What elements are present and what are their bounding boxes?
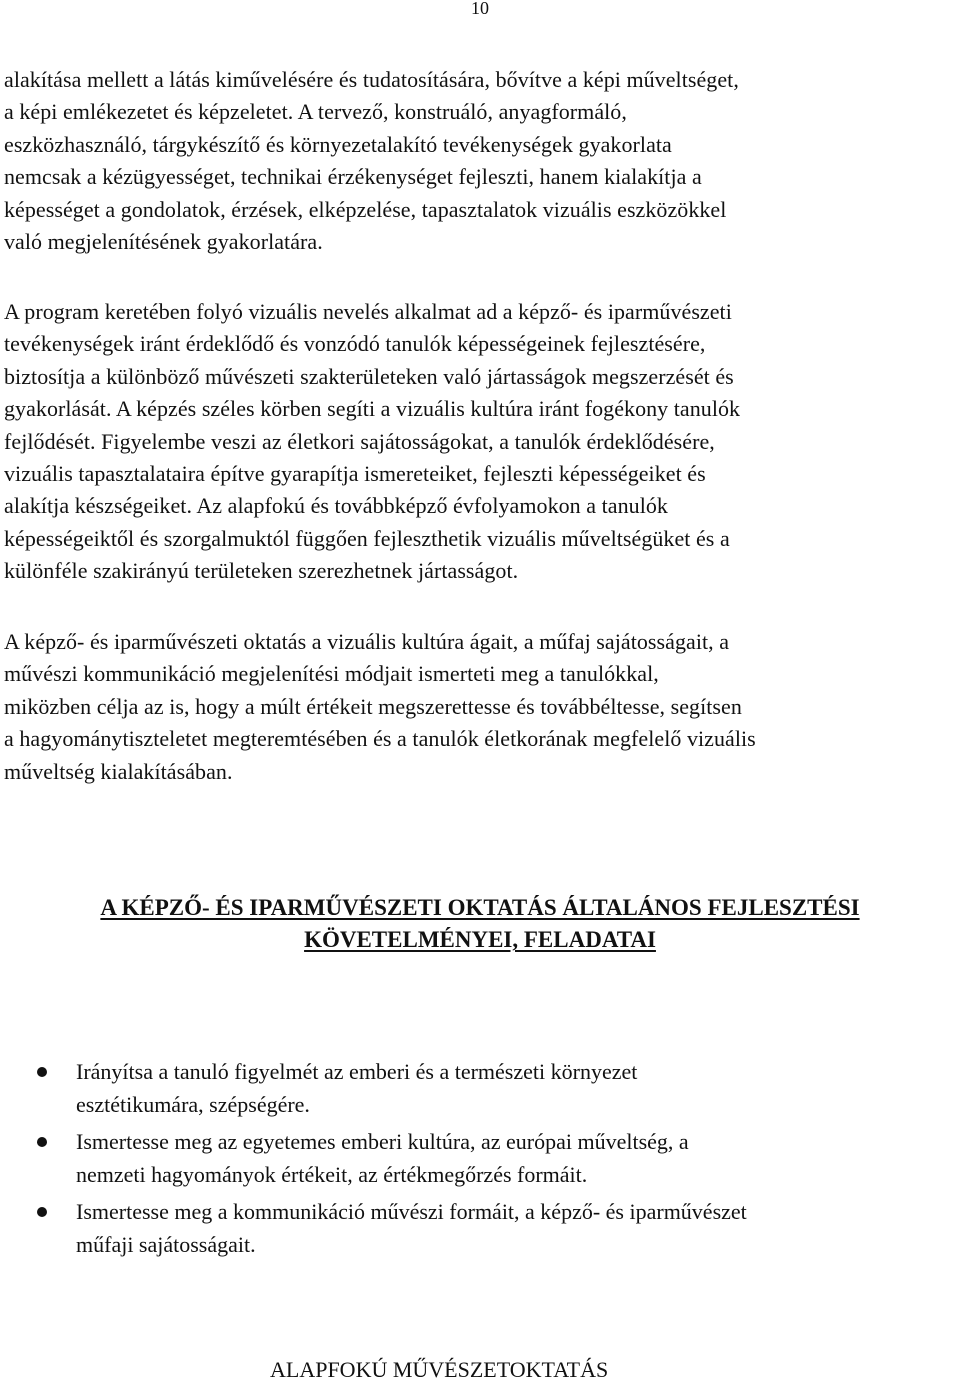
list-item [0,1196,960,1261]
paragraph-line: miközben célja az is, hogy a múlt értékeit megszerettesse és továbbéltesse, segítsen [4,693,742,719]
list-item [0,1056,960,1121]
bullet-icon [37,1067,47,1077]
page-number: 10 [471,0,489,18]
list-item-line: műfaji sajátosságait. [76,1231,256,1257]
paragraph-education-goals [4,626,954,788]
paragraph-line: a hagyománytiszteletet megteremtésében és a tanulók életkorának megfelelő vizuális [4,726,756,752]
paragraph-line: alakítása mellett a látás kiművelésére és tudatosítására, bővítve a képi műveltséget, [4,67,739,92]
paragraph-line: gyakorlását. A képzés széles körben segíti a vizuális kultúra iránt fogékony tanulók [4,396,741,422]
paragraph-line: A képző- és iparművészeti oktatás a vizuális kultúra ágait, a műfaj sajátosságait, a [4,629,730,654]
paragraph-line: vizuális tapasztalataira építve gyarapítja ismereteiket, fejleszti képességeiket és [4,461,706,487]
list-item [0,1126,960,1191]
paragraph-line: biztosítja a különböző művészeti szakterületeken való jártasságok megszerzését és [4,363,734,389]
paragraph-line: művészi kommunikáció megjelenítési módjait ismerteti meg a tanulókkal, [4,661,659,687]
bullet-icon [37,1137,47,1147]
paragraph-line: különféle szakirányú területeken szerezhetnek jártasságot. [4,558,519,584]
next-section-title: ALAPFOKÚ MŰVÉSZETOKTATÁS [270,1357,609,1382]
paragraph-line: alakítja készségeiket. Az alapfokú és továbbképző évfolyamokon a tanulók [4,493,668,519]
paragraph-line: A program keretében folyó vizuális nevelés alkalmat ad a képző- és iparművészeti [4,299,732,324]
paragraph-line: képességeiktől és szorgalmuktól függően fejleszthetik vizuális műveltségüket és a [4,525,730,551]
paragraph-visual-skills [4,64,954,258]
list-item-line: Ismertesse meg a kommunikáció művészi formáit, a képző- és iparművészet [76,1199,747,1224]
paragraph-line: tevékenységek iránt érdeklődő és vonzódó tanulók képességeinek fejlesztésére, [4,331,706,357]
section-heading-line-1: A KÉPZŐ- ÉS IPARMŰVÉSZETI OKTATÁS ÁLTALÁNOS FEJLESZTÉSI [100,895,860,920]
paragraph-line: nemcsak a kézügyességet, technikai érzékenységet fejleszti, hanem kialakítja a [4,164,702,190]
list-item-line: Irányítsa a tanuló figyelmét az emberi és a természeti környezet [76,1059,638,1084]
paragraph-line: képességet a gondolatok, érzések, elképzelése, tapasztalatok vizuális eszközökkel [4,196,727,222]
list-item-line: esztétikumára, szépségére. [76,1091,310,1117]
paragraph-program-description [4,296,954,588]
paragraph-line: műveltség kialakításában. [4,758,233,784]
list-item-line: nemzeti hagyományok értékeit, az értékmegőrzés formáit. [76,1161,588,1187]
paragraph-line: eszközhasználó, tárgykészítő és környezetalakító tevékenységek gyakorlata [4,131,672,157]
paragraph-line: fejlődését. Figyelembe veszi az életkori sajátosságokat, a tanulók érdeklődésére, [4,428,715,454]
bullet-icon [37,1207,47,1217]
list-item-line: Ismertesse meg az egyetemes emberi kultúra, az európai műveltség, a [76,1129,689,1154]
requirements-bullet-list [0,1056,960,1266]
paragraph-line: a képi emlékezetet és képzeletet. A tervező, konstruáló, anyagformáló, [4,99,627,125]
section-heading-line-2: KÖVETELMÉNYEI, FELADATAI [304,927,656,952]
paragraph-line: való megjelenítésének gyakorlatára. [4,229,323,255]
